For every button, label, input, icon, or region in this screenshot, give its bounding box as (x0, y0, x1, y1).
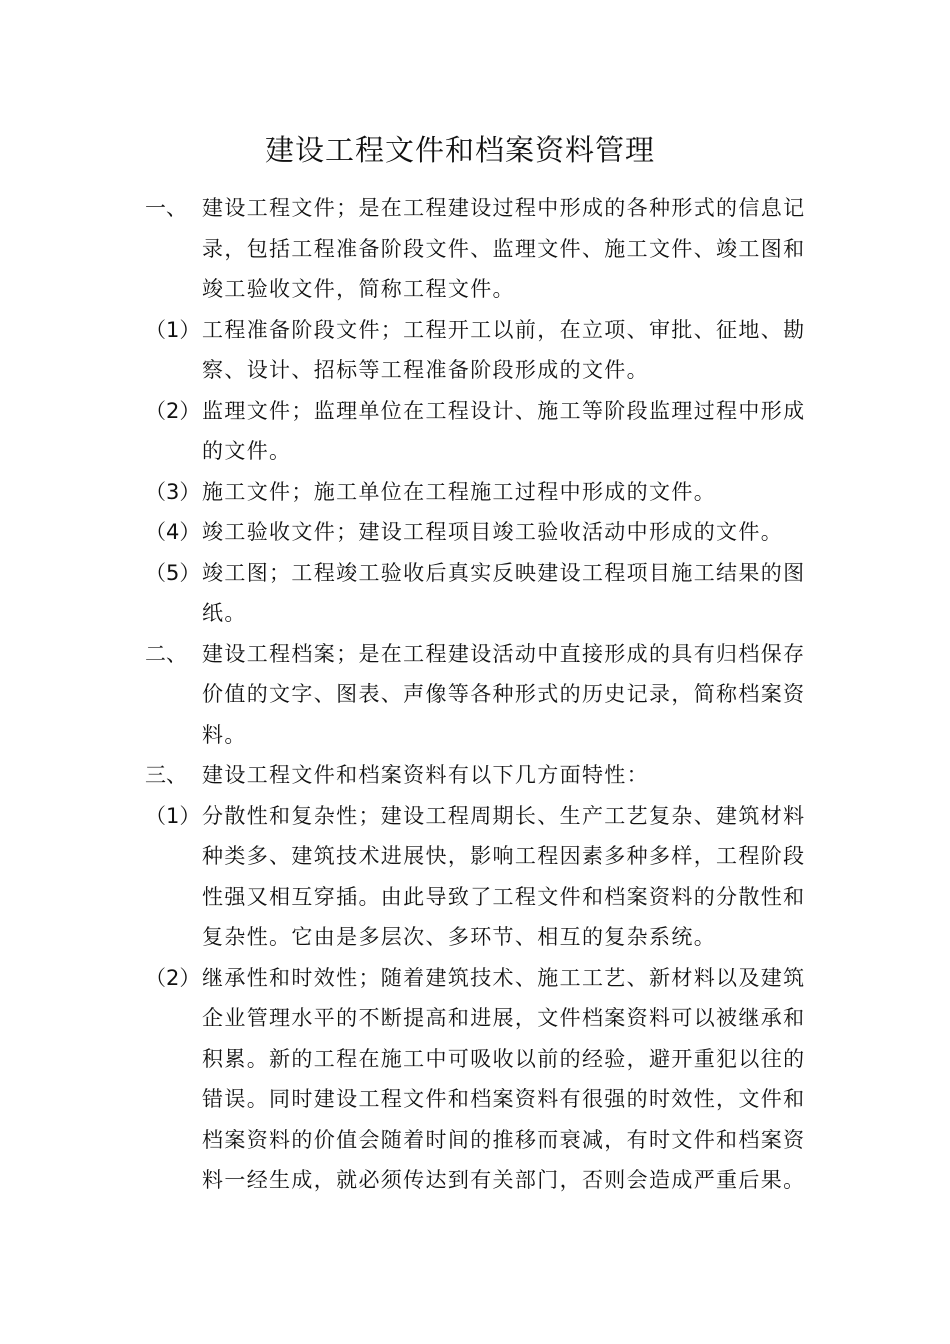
document-body (145, 188, 815, 1201)
subsection-marker: （5） (145, 560, 201, 585)
subsection-3-2 (145, 958, 815, 1201)
subsection-3-1 (145, 796, 815, 958)
subsection-marker: （1） (145, 803, 201, 828)
subsection-1-3 (145, 472, 815, 513)
section-text: 建设工程档案；是在工程建设活动中直接形成的具有归档保存价值的文字、图表、声像等各种形式的历史记录，简称档案资料。 (202, 641, 806, 747)
section-marker: 二、 (145, 641, 187, 666)
section-text: 建设工程文件；是在工程建设过程中形成的各种形式的信息记录，包括工程准备阶段文件、监理文件、施工文件、竣工图和竣工验收文件，简称工程文件。 (202, 196, 806, 301)
subsection-1-4 (145, 512, 815, 553)
subsection-marker: （4） (145, 520, 201, 544)
subsection-marker: （2） (145, 398, 201, 423)
section-text: 建设工程文件和档案资料有以下几方面特性： (202, 763, 649, 787)
subsection-text: 施工文件；施工单位在工程施工过程中形成的文件。 (202, 479, 717, 504)
section-marker: 一、 (145, 196, 187, 220)
section-marker: 三、 (145, 763, 187, 787)
subsection-1-5 (145, 553, 815, 634)
section-3 (145, 755, 815, 796)
section-1 (145, 188, 815, 310)
subsection-marker: （1） (145, 317, 201, 342)
subsection-text: 监理文件；监理单位在工程设计、施工等阶段监理过程中形成的文件。 (202, 398, 806, 463)
subsection-text: 分散性和复杂性；建设工程周期长、生产工艺复杂、建筑材料种类多、建筑技术进展快，影响工程因素多种多样，工程阶段性强又相互穿插。由此导致了工程文件和档案资料的分散性和复杂性。它由是多层次、多环节、相互的复杂系统。 (202, 803, 806, 949)
subsection-1-2 (145, 391, 815, 472)
subsection-text: 工程准备阶段文件；工程开工以前，在立项、审批、征地、勘察、设计、招标等工程准备阶段形成的文件。 (202, 317, 806, 382)
section-2 (145, 634, 815, 756)
subsection-1-1 (145, 310, 815, 391)
document-title: 建设工程文件和档案资料管理 (264, 133, 655, 167)
subsection-text: 竣工图；工程竣工验收后真实反映建设工程项目施工结果的图纸。 (202, 560, 806, 625)
subsection-text: 竣工验收文件；建设工程项目竣工验收活动中形成的文件。 (202, 520, 784, 544)
subsection-marker: （2） (145, 965, 201, 990)
subsection-marker: （3） (145, 479, 201, 504)
subsection-text: 继承性和时效性；随着建筑技术、施工工艺、新材料以及建筑企业管理水平的不断提高和进展，文件档案资料可以被继承和积累。新的工程在施工中可吸收以前的经验，避开重犯以往的错误。同时建设工程文件和档案资料有很强的时效性，文件和档案资料的价值会随着时间的推移而衰减，有时文件和档案资料一经生成，就必须传达到有关部门，否则会造成严重后果。 (202, 965, 806, 1192)
